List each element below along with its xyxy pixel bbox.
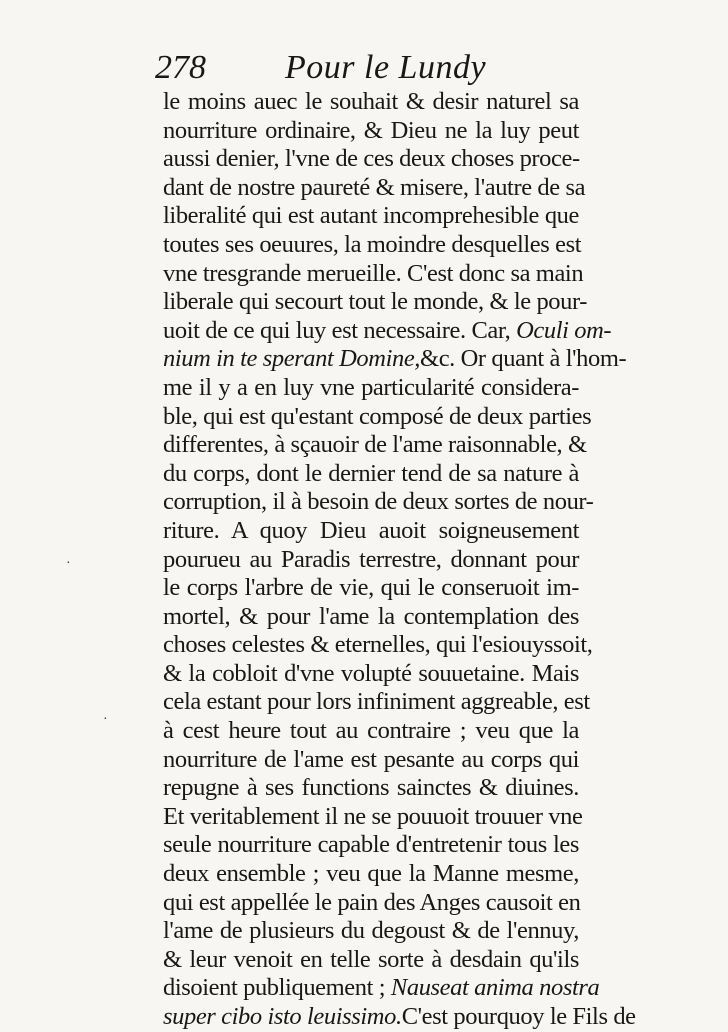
text-line: liberale qui secourt tout le monde, & le pour- bbox=[163, 288, 588, 316]
latin-quotation: nium in te sperant Domine, bbox=[163, 345, 421, 373]
text-line: repugne à ses functions sainctes & diuines. bbox=[163, 774, 579, 802]
text-line: & la cobloit d'vne volupté souuetaine. Mais bbox=[163, 659, 579, 687]
text-line: nourriture de l'ame est pesante au corps qui bbox=[163, 745, 579, 773]
latin-quotation: Oculi om- bbox=[516, 316, 612, 344]
text-line: Et veritablement il ne se pouuoit trouuer vne bbox=[163, 802, 583, 830]
text-line: du corps, dont le dernier tend de sa nature à bbox=[163, 459, 579, 487]
margin-speck: · bbox=[66, 556, 71, 571]
text-line: pourueu au Paradis terrestre, donnant pour bbox=[163, 545, 579, 573]
text-line: vne tresgrande merueille. C'est donc sa main bbox=[163, 259, 584, 287]
text-line: corruption, il à besoin de deux sortes de nour- bbox=[163, 488, 594, 516]
text-line: à cest heure tout au contraire ; veu que la bbox=[163, 717, 579, 745]
text-line: nium in te sperant Domine,&c. Or quant à l'hom- bbox=[163, 345, 627, 373]
text-line: le moins auec le souhait & desir naturel sa bbox=[163, 88, 579, 115]
latin-quotation: Nauseat anima nostra bbox=[390, 974, 600, 1002]
text-line: seule nourriture capable d'entretenir tous les bbox=[163, 831, 579, 859]
text-line: uoit de ce qui luy est necessaire. Car, Oculi om- bbox=[163, 316, 612, 344]
body-text bbox=[163, 88, 636, 1032]
page-number: 278 bbox=[155, 49, 206, 86]
text-line: disoient publiquement ; Nauseat anima nostra bbox=[163, 974, 600, 1002]
margin-speck: · bbox=[103, 712, 108, 727]
text-line: super cibo isto leuissimo.C'est pourquoy le Fils de bbox=[163, 1003, 636, 1030]
text-line: qui est appellée le pain des Anges causoit en bbox=[163, 888, 581, 916]
text-line: l'ame de plusieurs du degoust & de l'ennuy, bbox=[163, 917, 579, 945]
text-line: aussi denier, l'vne de ces deux choses proce- bbox=[163, 145, 580, 173]
running-title: Pour le Lundy bbox=[285, 49, 487, 86]
text-line: choses celestes & eternelles, qui l'esiouyssoit, bbox=[163, 631, 593, 659]
text-line: cela estant pour lors infiniment aggreable, est bbox=[163, 688, 590, 716]
text-line: ble, qui est qu'estant composé de deux parties bbox=[163, 402, 592, 430]
text-line: mortel, & pour l'ame la contemplation des bbox=[163, 602, 579, 630]
text-line: nourriture ordinaire, & Dieu ne la luy peut bbox=[163, 116, 579, 144]
text-line: le corps l'arbre de vie, qui le conseruoit im- bbox=[163, 574, 579, 602]
latin-quotation: super cibo isto leuissimo. bbox=[163, 1003, 402, 1030]
text-line: & leur venoit en telle sorte à desdain qu'ils bbox=[163, 945, 579, 973]
text-line: dant de nostre paureté & misere, l'autre de sa bbox=[163, 173, 586, 201]
text-line: me il y a en luy vne particularité considera- bbox=[163, 373, 579, 401]
text-line: deux ensemble ; veu que la Manne mesme, bbox=[163, 860, 579, 888]
page-header bbox=[155, 46, 575, 92]
text-line: differentes, à sçauoir de l'ame raisonnable, & bbox=[163, 431, 587, 459]
text-line: toutes ses oeuures, la moindre desquelles est bbox=[163, 230, 582, 258]
text-line: liberalité qui est autant incomprehesible que bbox=[163, 202, 579, 230]
text-line: riture. A quoy Dieu auoit soigneusement bbox=[163, 516, 579, 544]
